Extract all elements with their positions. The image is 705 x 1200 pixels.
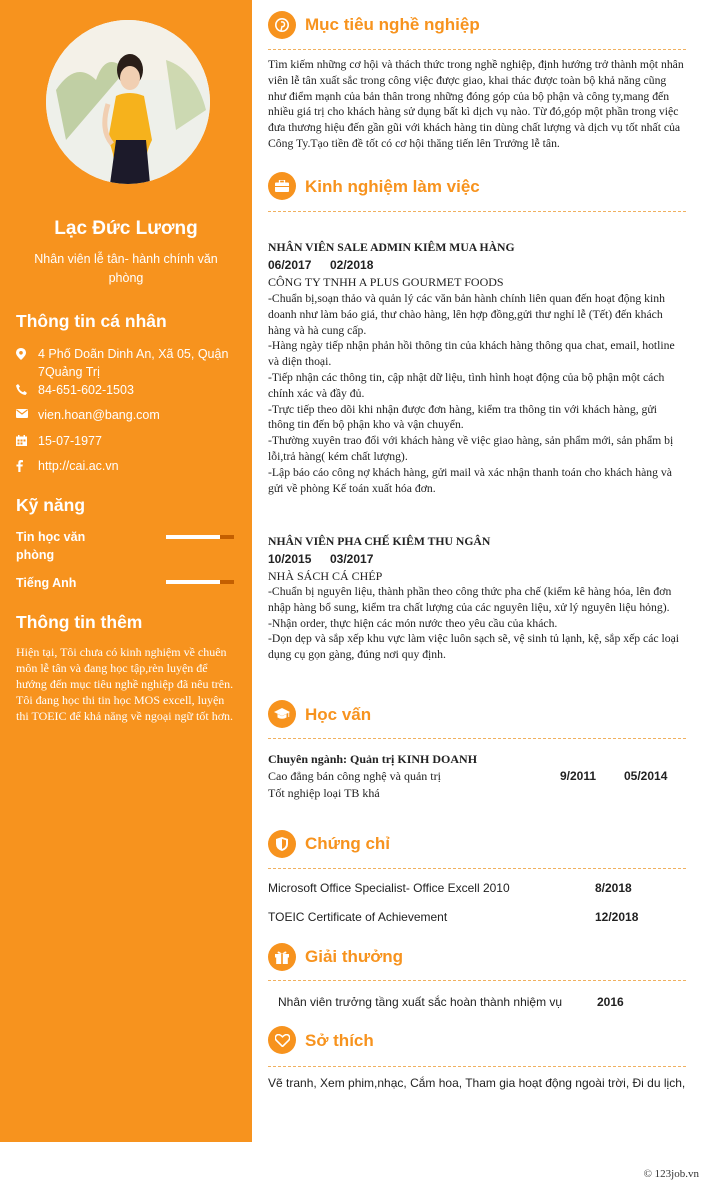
award-year: 2016	[597, 995, 624, 1009]
education-school: Cao đẳng bán công nghệ và quản trị	[268, 769, 441, 783]
pinterest-icon	[268, 11, 296, 39]
footer-credit: © 123job.vn	[643, 1168, 699, 1180]
briefcase-icon	[268, 172, 296, 200]
education-grade: Tốt nghiệp loại TB khá	[268, 786, 380, 800]
job-end: 02/2018	[330, 258, 374, 272]
birthday-text: 15-07-1977	[38, 434, 102, 448]
hobbies-text: Vẽ tranh, Xem phim,nhạc, Cắm hoa, Tham gia hoạt động ngoài trời, Đi du lịch,	[268, 1076, 686, 1090]
job-company: NHÀ SÁCH CÁ CHÉP	[268, 569, 383, 583]
phone-text: 84-651-602-1503	[38, 383, 134, 397]
job-dates	[268, 258, 373, 272]
award-name: Nhân viên trưởng tầng xuất sắc hoàn thành nhiệm vụ	[278, 995, 563, 1009]
profile-name: Lạc Đức Lương	[54, 218, 198, 239]
objective-heading: Mục tiêu nghề nghiệp	[305, 15, 480, 34]
address-text: 4 Phố Doãn Dinh An, Xã 05, Quận 7Quảng Trị	[38, 347, 229, 379]
job-position: NHÂN VIÊN PHA CHẾ KIÊM THU NGÂN	[268, 535, 491, 548]
heart-icon	[268, 1026, 296, 1054]
job-description: -Chuẩn bị,soạn thảo và quản lý các văn bản hành chính liên quan đến hoạt động kinh doanh như làm báo giá, thư chào hàng, lên hợp đồng,gửi thư nghỉ lễ (Tết) đến khách hàng và hà cung cấp. -Hàng ngày tiếp nhận phản hồi thông tin của khách hàng thông qua chat, email, hotline và diện thoại. -Tiếp nhận các thông tin, cập nhật dữ liệu, tình hình hoạt động của bộ phận một cách chính xác và đầy đủ. -Trực tiếp theo dõi khi nhận được đơn hàng, kiểm tra thông tin với khách hàng, gửi thông tin đến bộ phận kho và vận chuyển. -Thường xuyên trao đổi với khách hàng về việc giao hàng, sản phẩm mới, sản phẩm bị lỗi,trả hàng( kém chất lượng). -Lập báo cáo công nợ khách hàng, gửi mail và xác nhận thanh toán cho khách hàng và gửi về phòng Kế toán xuất hóa đơn.	[268, 292, 675, 495]
certificates-heading: Chứng chỉ	[305, 834, 391, 853]
phone-icon	[16, 381, 38, 399]
skill-label: Tin học văn phòng	[16, 530, 86, 562]
certificate-date: 8/2018	[595, 881, 632, 895]
divider	[268, 1066, 686, 1067]
job-start: 06/2017	[268, 258, 312, 272]
gift-icon	[268, 943, 296, 971]
email-text[interactable]: vien.hoan@bang.com	[38, 408, 160, 422]
certificate-name: Microsoft Office Specialist- Office Excell 2010	[268, 881, 510, 895]
skill-item	[16, 528, 236, 564]
experience-heading: Kinh nghiệm làm việc	[305, 177, 480, 196]
calendar-icon	[16, 432, 38, 450]
job-company: CÔNG TY TNHH A PLUS GOURMET FOODS	[268, 275, 504, 289]
objective-text: Tìm kiếm những cơ hội và thách thức trong nghề nghiệp, định hướng trở thành một nhân viên lễ tân xuất sắc trong công việc được giao, khai thác được toàn bộ khả năng cũng như điểm mạnh của bản thân trong những đóng góp của bộ phận và công ty,mang đến nhiều giá trị cho khách hàng sử dụng bất kì dịch vụ nào. Từ đó,góp một phần trong việc đưa thương hiệu đến gần gũi với khách hàng tin dùng chất lượng và dịch vụ tốt nhất của Công Ty.Tạo tiền đề tốt có cơ hội thăng tiến lên Trưởng lễ tân.	[268, 58, 684, 150]
divider	[268, 49, 686, 50]
avatar	[46, 20, 210, 184]
website-row	[16, 457, 241, 475]
envelope-icon	[16, 406, 38, 424]
skills-heading: Kỹ năng	[16, 495, 86, 515]
job-position: NHÂN VIÊN SALE ADMIN KIÊM MUA HÀNG	[268, 241, 515, 254]
education-end: 05/2014	[624, 769, 668, 783]
job-end: 03/2017	[330, 552, 374, 566]
certificate-date: 12/2018	[595, 910, 639, 924]
extra-info-text: Hiện tại, Tôi chưa có kinh nghiệm về chuên môn lễ tân và đang học tập,rèn luyện để hướng đến mục tiêu nghề nghiệp đã nêu trên. Tôi đang học thi tin học MOS excell, luyện thi TOEIC để khả năng về ngoại ngữ tốt hơn.	[16, 645, 234, 723]
education-major: Chuyên ngành: Quản trị KINH DOANH	[268, 752, 478, 766]
education-start: 9/2011	[560, 769, 597, 783]
skill-bar	[166, 580, 234, 584]
job-start: 10/2015	[268, 552, 312, 566]
skill-bar-fill	[166, 535, 220, 539]
map-pin-icon	[16, 345, 38, 381]
extra-info-heading: Thông tin thêm	[16, 612, 143, 632]
skill-bar-fill	[166, 580, 220, 584]
divider	[268, 211, 686, 212]
education-heading: Học vấn	[305, 705, 372, 724]
divider	[268, 868, 686, 869]
certificate-name: TOEIC Certificate of Achievement	[268, 910, 448, 924]
personal-info-heading: Thông tin cá nhân	[16, 311, 167, 331]
phone-row	[16, 381, 241, 399]
shield-icon	[268, 830, 296, 858]
sidebar	[0, 0, 252, 1142]
divider	[268, 738, 686, 739]
awards-heading: Giải thưởng	[305, 947, 404, 966]
skill-bar	[166, 535, 234, 539]
email-row	[16, 406, 241, 424]
job-dates	[268, 552, 373, 566]
divider	[268, 980, 686, 981]
hobbies-heading: Sở thích	[305, 1031, 374, 1050]
address-row	[16, 345, 241, 381]
profile-title: Nhân viên lễ tân- hành chính văn phòng	[34, 252, 218, 285]
website-link[interactable]: http://cai.ac.vn	[38, 459, 119, 473]
job-description: -Chuẩn bị nguyên liệu, thành phần theo công thức pha chế (kiểm kê hàng hóa, lên đơn nhập hàng bổ sung, kiểm tra chất lượng của các nguyên liệu, xử lý nguyên liệu hỏng). -Nhận order, thực hiện các món nước theo yêu cầu của khách. -Dọn dẹp và sắp xếp khu vực làm việc luôn sạch sẽ, vệ sinh tủ lạnh, kệ, sắp xếp các loại dụng cụ gọn gàng, đúng nơi quy định.	[268, 585, 680, 662]
birthday-row	[16, 432, 241, 450]
facebook-icon	[16, 457, 38, 475]
graduation-cap-icon	[268, 700, 296, 728]
skill-label: Tiếng Anh	[16, 576, 77, 590]
